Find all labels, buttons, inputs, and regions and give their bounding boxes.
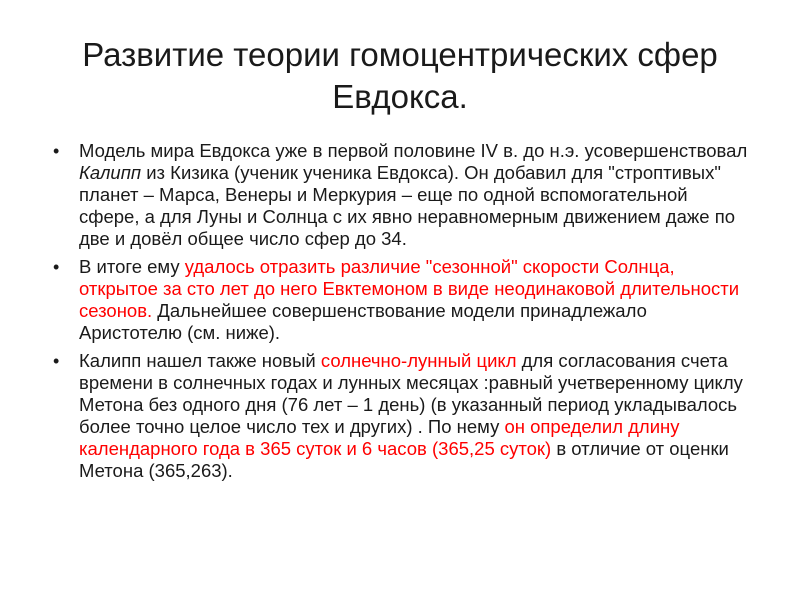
text-run: В итоге ему: [79, 256, 185, 277]
text-run-highlight: удалось отразить различие "сезонной" скорости Солнца, открытое за сто лет до него Евктемоном в виде неодинаковой длительности сезонов.: [79, 256, 740, 321]
bullet-dot-icon: •: [53, 351, 60, 371]
text-run: Дальнейшее совершенствование модели принадлежало Аристотелю (см. ниже).: [79, 300, 647, 343]
bullet-dot-icon: •: [53, 257, 60, 277]
bullet-item-2: [50, 256, 750, 344]
bullet-item-3: [50, 350, 750, 482]
slide-title: Развитие теории гомоцентрических сфер Евдокса.: [82, 36, 718, 115]
bullet-text: [79, 140, 747, 249]
text-run: из Кизика (ученик ученика Евдокса). Он добавил для "строптивых" планет – Марса, Венеры и Меркурия – еще по одной вспомогательной сфере, а для Луны и Солнца с их явно неравномерным движением даже по две и довёл общее число сфер до 34.: [79, 162, 736, 249]
bullet-list: [50, 140, 750, 488]
text-run-italic: Калипп: [79, 162, 142, 183]
bullet-item-1: [50, 140, 750, 250]
text-run-highlight: он определил длину календарного года в 365 суток и 6 часов (365,25 суток): [79, 416, 680, 459]
text-run-highlight: солнечно-лунный цикл: [320, 350, 517, 371]
text-run: для согласования счета времени в солнечных годах и лунных месяцах :равный учетверенному циклу Метона без одного дня (76 лет – 1 день) (в указанный период укладывалось более точно целое число тех и других) . По нему: [79, 350, 743, 437]
bullet-dot-icon: •: [53, 141, 60, 161]
text-run: в отличие от оценки Метона (365,263).: [79, 438, 729, 481]
bullet-text: [79, 350, 743, 481]
text-run: Модель мира Евдокса уже в первой половине IV в. до н.э. усовершенствовал: [79, 140, 748, 161]
bullet-text: [79, 256, 739, 343]
text-run: Калипп нашел также новый: [79, 350, 321, 371]
